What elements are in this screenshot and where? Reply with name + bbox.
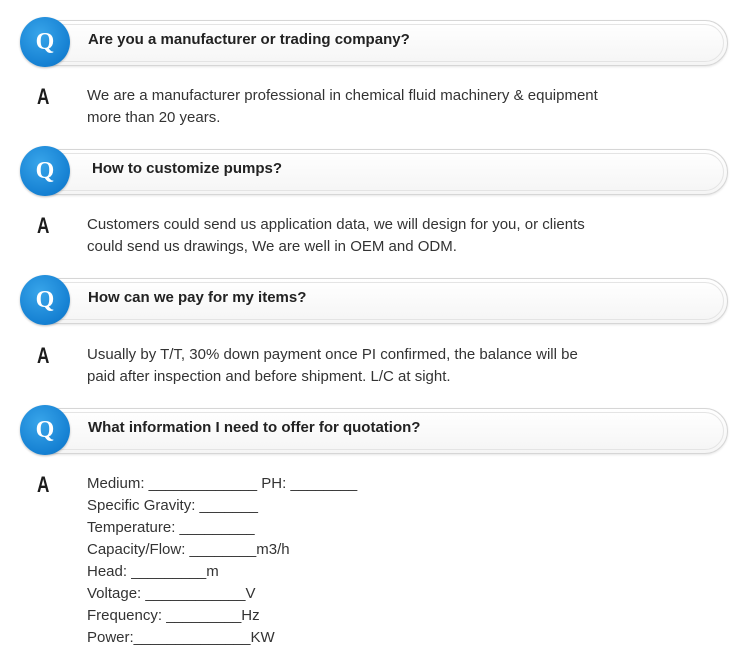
answer-line: Temperature: _________ bbox=[87, 519, 255, 536]
q-badge-icon: Q bbox=[20, 405, 70, 455]
a-badge-icon: A bbox=[37, 472, 50, 497]
faq-answer-4 bbox=[87, 473, 687, 649]
q-badge-icon: Q bbox=[20, 146, 70, 196]
question-text: How to customize pumps? bbox=[92, 160, 283, 177]
answer-line: could send us drawings, We are well in OEM and ODM. bbox=[87, 238, 457, 255]
faq-question-3[interactable] bbox=[0, 272, 750, 330]
a-badge-icon: A bbox=[37, 343, 50, 368]
answer-line: Head: _________m bbox=[87, 563, 219, 580]
question-text: How can we pay for my items? bbox=[88, 289, 307, 306]
faq-question-1[interactable] bbox=[0, 14, 750, 72]
q-badge-icon: Q bbox=[20, 275, 70, 325]
faq-answer-1 bbox=[87, 85, 687, 129]
question-text: What information I need to offer for quotation? bbox=[88, 419, 421, 436]
answer-line: Power:______________KW bbox=[87, 629, 275, 646]
answer-line: Customers could send us application data, we will design for you, or clients bbox=[87, 216, 585, 233]
faq-answer-3 bbox=[87, 344, 687, 388]
answer-line: We are a manufacturer professional in chemical fluid machinery & equipment bbox=[87, 87, 598, 104]
question-text: Are you a manufacturer or trading company? bbox=[88, 31, 410, 48]
faq-question-2[interactable] bbox=[0, 143, 750, 201]
a-badge-icon: A bbox=[37, 84, 50, 109]
answer-line: Frequency: _________Hz bbox=[87, 607, 260, 624]
answer-line: Capacity/Flow: ________m3/h bbox=[87, 541, 290, 558]
answer-line: Specific Gravity: _______ bbox=[87, 497, 258, 514]
q-badge-icon: Q bbox=[20, 17, 70, 67]
answer-line: Medium: _____________ PH: ________ bbox=[87, 475, 358, 492]
faq-question-4[interactable] bbox=[0, 402, 750, 460]
answer-line: paid after inspection and before shipment. L/C at sight. bbox=[87, 368, 451, 385]
a-badge-icon: A bbox=[37, 213, 50, 238]
answer-line: more than 20 years. bbox=[87, 109, 221, 126]
faq-answer-2 bbox=[87, 214, 687, 258]
answer-line: Voltage: ____________V bbox=[87, 585, 256, 602]
answer-line: Usually by T/T, 30% down payment once PI confirmed, the balance will be bbox=[87, 346, 578, 363]
